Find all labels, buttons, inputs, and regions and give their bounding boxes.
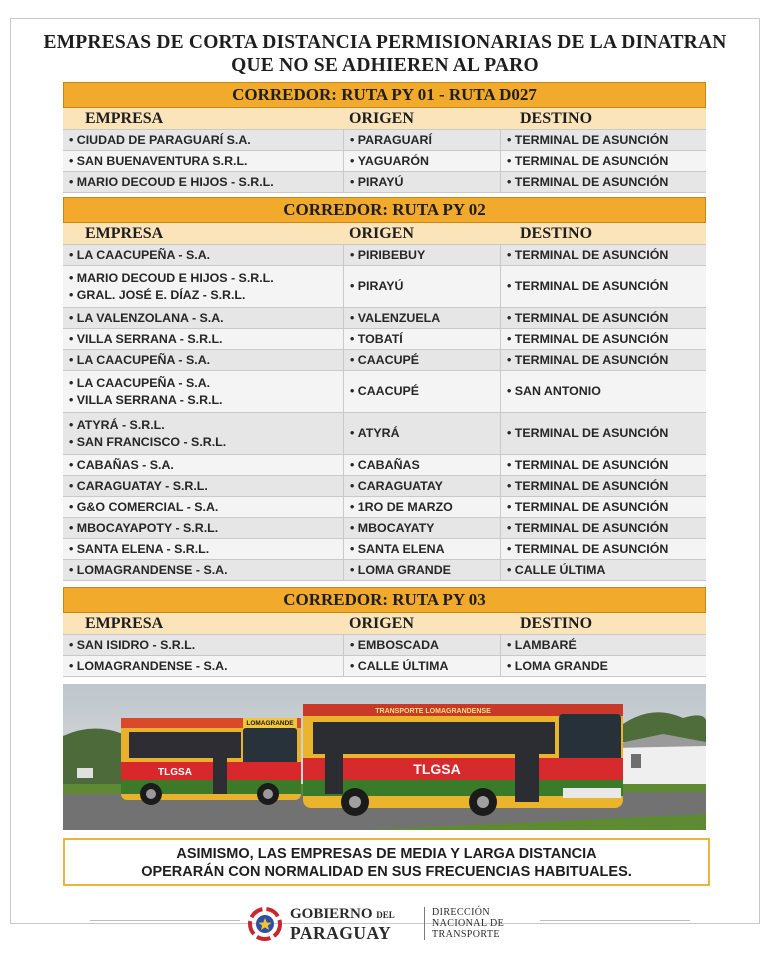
table-row: [63, 130, 706, 151]
empresa-cell: [63, 308, 343, 328]
origen-name: • YAGUARÓN: [350, 153, 500, 170]
table-row: [63, 350, 706, 371]
empresa-name: • ATYRÁ - S.R.L.: [69, 417, 343, 434]
footer-separator: [424, 907, 425, 940]
column-header-empresa: EMPRESA: [85, 225, 164, 242]
destino-cell: [500, 539, 706, 559]
origen-cell: [343, 350, 500, 370]
origen-name: • CABAÑAS: [350, 457, 500, 474]
destino-cell: [500, 497, 706, 517]
table-row: [63, 560, 706, 581]
origen-cell: [343, 560, 500, 580]
empresa-cell: [63, 413, 343, 454]
destino-name: • TERMINAL DE ASUNCIÓN: [507, 457, 706, 474]
origen-name: • ATYRÁ: [350, 425, 500, 442]
destino-name: • TERMINAL DE ASUNCIÓN: [507, 278, 706, 295]
empresa-cell: [63, 635, 343, 655]
origen-name: • MBOCAYATY: [350, 520, 500, 537]
gov-del: DEL: [376, 910, 395, 920]
empresa-cell: [63, 172, 343, 192]
table-row: [63, 329, 706, 350]
origen-name: • CAACUPÉ: [350, 352, 500, 369]
destino-cell: [500, 476, 706, 496]
destino-cell: [500, 266, 706, 307]
origen-cell: [343, 476, 500, 496]
column-header-origen: ORIGEN: [349, 225, 414, 242]
empresa-cell: [63, 266, 343, 307]
origen-name: • CALLE ÚLTIMA: [350, 658, 500, 675]
empresa-name: • MARIO DECOUD E HIJOS - S.R.L.: [69, 174, 343, 191]
empresa-cell: [63, 656, 343, 676]
destino-name: • CALLE ÚLTIMA: [507, 562, 706, 579]
destino-cell: [500, 518, 706, 538]
destino-cell: [500, 560, 706, 580]
origen-name: • CAACUPÉ: [350, 383, 500, 400]
empresa-name: • CABAÑAS - S.A.: [69, 457, 343, 474]
destino-cell: [500, 130, 706, 150]
destino-name: • TERMINAL DE ASUNCIÓN: [507, 478, 706, 495]
destino-name: • TERMINAL DE ASUNCIÓN: [507, 310, 706, 327]
destino-cell: [500, 245, 706, 265]
origen-name: • PIRAYÚ: [350, 174, 500, 191]
destino-name: • LOMA GRANDE: [507, 658, 706, 675]
column-header-origen: ORIGEN: [349, 110, 414, 127]
destino-name: • TERMINAL DE ASUNCIÓN: [507, 520, 706, 537]
bus-photo: [63, 684, 706, 830]
destino-cell: [500, 329, 706, 349]
empresa-name: • CIUDAD DE PARAGUARÍ S.A.: [69, 132, 343, 149]
origen-cell: [343, 635, 500, 655]
page-title: [0, 31, 770, 77]
footer-rule-left: [90, 920, 240, 921]
table-row: [63, 413, 706, 455]
table-row: [63, 172, 706, 193]
origen-name: • VALENZUELA: [350, 310, 500, 327]
destino-name: • TERMINAL DE ASUNCIÓN: [507, 247, 706, 264]
column-header-destino: DESTINO: [520, 615, 593, 632]
agency-line-2: NACIONAL DE: [432, 918, 505, 929]
government-emblem-icon: [246, 906, 284, 942]
table-row: [63, 497, 706, 518]
agency-name: [432, 907, 504, 940]
table-row: [63, 245, 706, 266]
destino-cell: [500, 455, 706, 475]
origen-name: • 1RO DE MARZO: [350, 499, 500, 516]
destino-name: • TERMINAL DE ASUNCIÓN: [507, 352, 706, 369]
table-row: [63, 518, 706, 539]
empresa-cell: [63, 151, 343, 171]
gov-word: GOBIERNO: [290, 906, 373, 922]
empresa-name: • MARIO DECOUD E HIJOS - S.R.L.: [69, 270, 343, 287]
origen-cell: [343, 130, 500, 150]
destino-name: • TERMINAL DE ASUNCIÓN: [507, 174, 706, 191]
bus-left-brand: TLGSA: [158, 767, 192, 778]
table-row: [63, 656, 706, 677]
bus-left: [121, 718, 301, 805]
destino-cell: [500, 151, 706, 171]
origen-cell: [343, 308, 500, 328]
footer-rule-right: [540, 920, 690, 921]
corridor-header: CORREDOR: RUTA PY 02: [63, 197, 706, 223]
empresa-cell: [63, 455, 343, 475]
empresa-name: • CARAGUATAY - S.R.L.: [69, 478, 343, 495]
empresa-name: • SAN BUENAVENTURA S.R.L.: [69, 153, 343, 170]
government-wordmark: [290, 906, 395, 943]
table-row: [63, 476, 706, 497]
empresa-name: • LA CAACUPEÑA - S.A.: [69, 352, 343, 369]
destino-name: • TERMINAL DE ASUNCIÓN: [507, 425, 706, 442]
column-header-origen: ORIGEN: [349, 615, 414, 632]
column-header-destino: DESTINO: [520, 110, 593, 127]
empresa-name: • LA VALENZOLANA - S.A.: [69, 310, 343, 327]
origen-name: • TOBATÍ: [350, 331, 500, 348]
empresa-name: • GRAL. JOSÉ E. DÍAZ - S.R.L.: [69, 287, 343, 304]
origen-name: • PARAGUARÍ: [350, 132, 500, 149]
empresa-name: • SAN FRANCISCO - S.R.L.: [69, 434, 343, 451]
destino-name: • TERMINAL DE ASUNCIÓN: [507, 499, 706, 516]
empresa-name: • VILLA SERRANA - S.R.L.: [69, 392, 343, 409]
corridor-header: CORREDOR: RUTA PY 01 - RUTA D027: [63, 82, 706, 108]
empresa-cell: [63, 560, 343, 580]
empresa-name: • LA CAACUPEÑA - S.A.: [69, 247, 343, 264]
empresa-cell: [63, 476, 343, 496]
origen-cell: [343, 455, 500, 475]
gov-country: PARAGUAY: [290, 923, 392, 943]
origen-cell: [343, 245, 500, 265]
empresa-name: • LOMAGRANDENSE - S.A.: [69, 658, 343, 675]
bus-left-sign: LOMAGRANDE: [246, 720, 294, 727]
corridor-section-py02: [63, 197, 706, 581]
empresa-cell: [63, 329, 343, 349]
bus-right-brand: TLGSA: [413, 761, 461, 777]
bus-right-banner: TRANSPORTE LOMAGRANDENSE: [375, 708, 491, 715]
agency-line-1: DIRECCIÓN: [432, 907, 491, 918]
column-header-empresa: EMPRESA: [85, 110, 164, 127]
empresa-name: • LOMAGRANDENSE - S.A.: [69, 562, 343, 579]
empresa-cell: [63, 518, 343, 538]
empresa-cell: [63, 539, 343, 559]
destino-name: • TERMINAL DE ASUNCIÓN: [507, 331, 706, 348]
empresa-name: • SAN ISIDRO - S.R.L.: [69, 637, 343, 654]
footer: [0, 898, 770, 948]
destino-cell: [500, 413, 706, 454]
empresa-name: • G&O COMERCIAL - S.A.: [69, 499, 343, 516]
destino-cell: [500, 350, 706, 370]
destino-name: • SAN ANTONIO: [507, 383, 706, 400]
origen-name: • PIRIBEBUY: [350, 247, 500, 264]
origen-cell: [343, 172, 500, 192]
origen-cell: [343, 413, 500, 454]
origen-cell: [343, 497, 500, 517]
empresa-name: • SANTA ELENA - S.R.L.: [69, 541, 343, 558]
corridor-header: CORREDOR: RUTA PY 03: [63, 587, 706, 613]
corridor-section-py01: [63, 82, 706, 193]
origen-name: • LOMA GRANDE: [350, 562, 500, 579]
origen-cell: [343, 266, 500, 307]
column-header-empresa: EMPRESA: [85, 615, 164, 632]
notice-box: [63, 838, 710, 886]
table-row: [63, 635, 706, 656]
origen-name: • PIRAYÚ: [350, 278, 500, 295]
empresa-name: • VILLA SERRANA - S.R.L.: [69, 331, 343, 348]
notice-line-1: ASIMISMO, LAS EMPRESAS DE MEDIA Y LARGA DISTANCIA: [176, 846, 597, 862]
origen-cell: [343, 371, 500, 412]
table-row: [63, 455, 706, 476]
column-header-destino: DESTINO: [520, 225, 593, 242]
origen-cell: [343, 539, 500, 559]
corridor-section-py03: [63, 587, 706, 677]
origen-cell: [343, 656, 500, 676]
origen-name: • SANTA ELENA: [350, 541, 500, 558]
destino-name: • TERMINAL DE ASUNCIÓN: [507, 541, 706, 558]
empresa-name: • LA CAACUPEÑA - S.A.: [69, 375, 343, 392]
origen-cell: [343, 518, 500, 538]
agency-line-3: TRANSPORTE: [432, 929, 500, 940]
table-row: [63, 539, 706, 560]
empresa-cell: [63, 497, 343, 517]
destino-cell: [500, 172, 706, 192]
empresa-cell: [63, 350, 343, 370]
origen-cell: [343, 151, 500, 171]
empresa-cell: [63, 130, 343, 150]
column-headers: [63, 108, 706, 130]
table-row: [63, 266, 706, 308]
column-headers: [63, 613, 706, 635]
title-line-1: EMPRESAS DE CORTA DISTANCIA PERMISIONARIAS DE LA DINATRAN: [43, 32, 727, 53]
destino-cell: [500, 308, 706, 328]
notice-line-2: OPERARÁN CON NORMALIDAD EN SUS FRECUENCIAS HABITUALES.: [141, 864, 632, 880]
destino-cell: [500, 371, 706, 412]
column-headers: [63, 223, 706, 245]
bus-right: [303, 704, 623, 816]
empresa-cell: [63, 245, 343, 265]
table-row: [63, 371, 706, 413]
table-row: [63, 151, 706, 172]
empresa-name: • MBOCAYAPOTY - S.R.L.: [69, 520, 343, 537]
table-row: [63, 308, 706, 329]
destino-cell: [500, 656, 706, 676]
title-line-2: QUE NO SE ADHIEREN AL PARO: [231, 55, 539, 76]
origen-cell: [343, 329, 500, 349]
destino-cell: [500, 635, 706, 655]
destino-name: • TERMINAL DE ASUNCIÓN: [507, 153, 706, 170]
origen-name: • EMBOSCADA: [350, 637, 500, 654]
destino-name: • LAMBARÉ: [507, 637, 706, 654]
empresa-cell: [63, 371, 343, 412]
destino-name: • TERMINAL DE ASUNCIÓN: [507, 132, 706, 149]
origen-name: • CARAGUATAY: [350, 478, 500, 495]
